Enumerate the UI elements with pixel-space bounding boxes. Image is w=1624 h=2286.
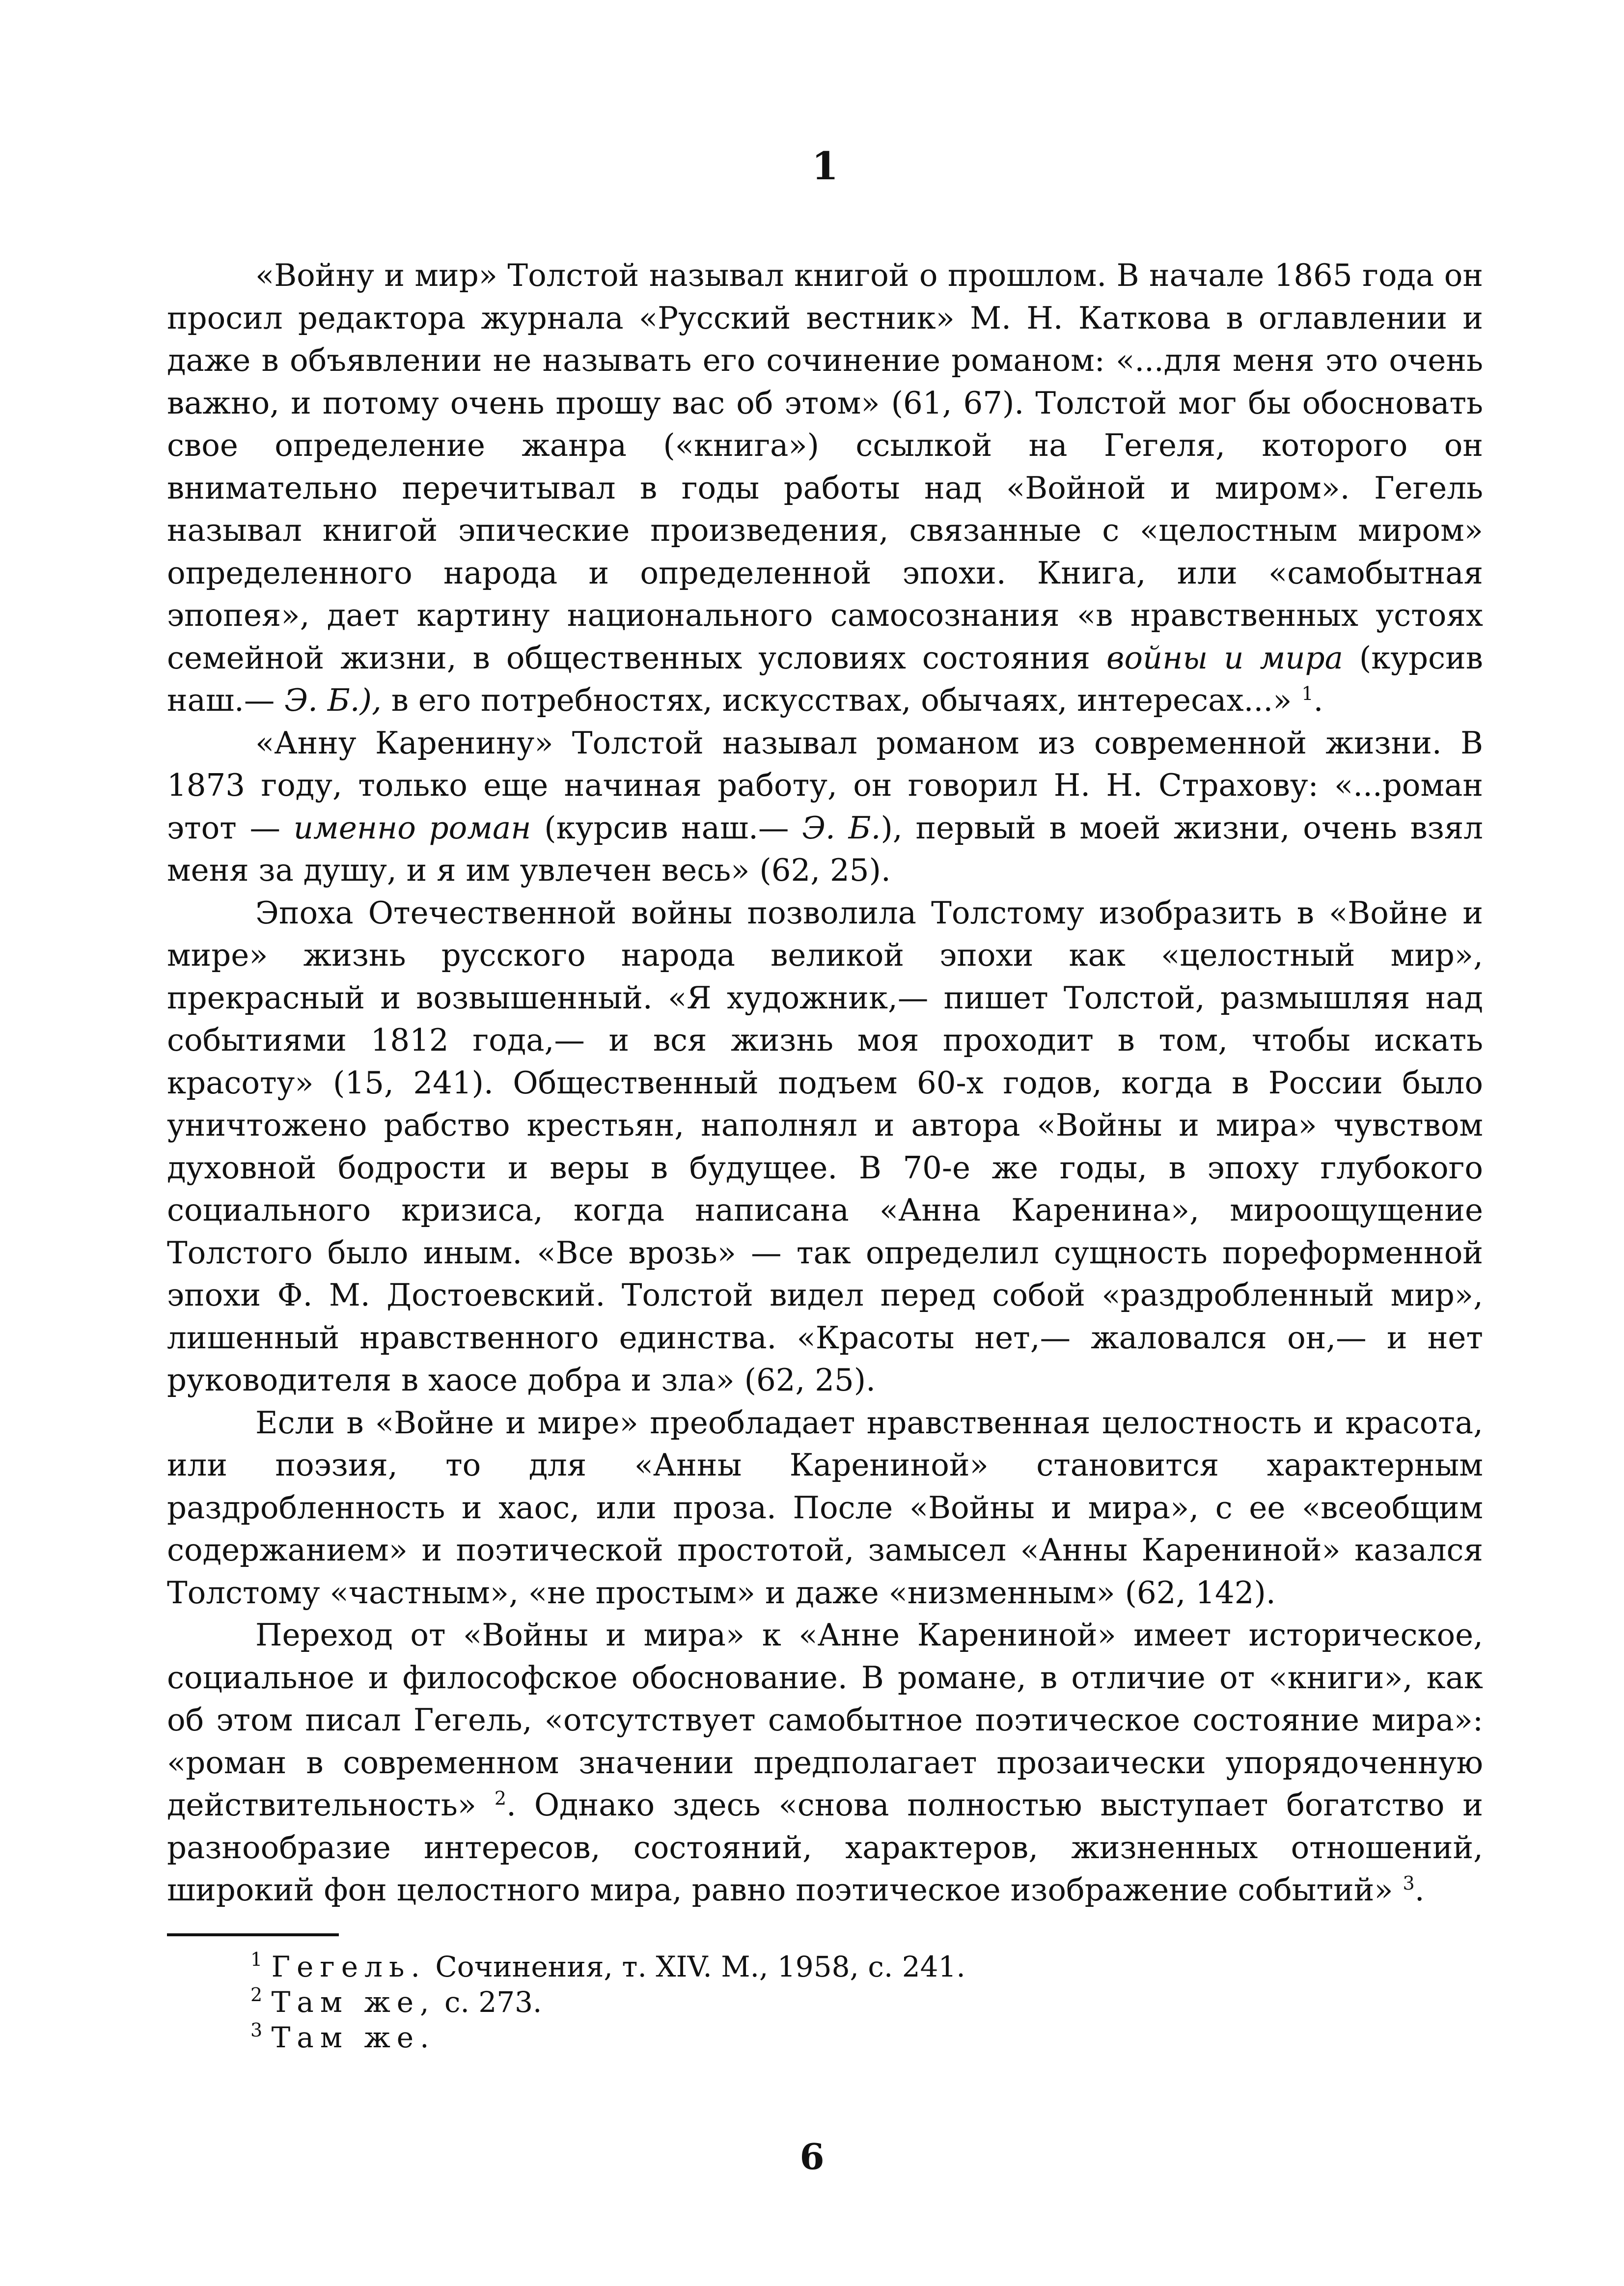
footnote-author: Там же, (271, 1985, 436, 2019)
book-page (167, 144, 1483, 2055)
italic-text: Э. Б.), (284, 682, 382, 718)
text-segment: в его потребностях, искусствах, обычаях, интересах...» (381, 682, 1302, 718)
footnote-text: Сочинения, т. XIV. М., 1958, с. 241. (426, 1950, 965, 1983)
footnote (250, 1984, 1483, 2020)
paragraph (167, 722, 1483, 892)
footnote-text: с. 273. (435, 1985, 542, 2019)
footnote-reference: 1 (1301, 683, 1314, 704)
text-segment: ), первый в моей жизни, очень взял меня за душу, и я им увлечен весь» (62, 25). (167, 809, 1483, 888)
paragraph (167, 1402, 1483, 1615)
text-segment: (курсив наш.— (531, 809, 802, 846)
text-segment: Эпоха Отечественной войны позволила Толстому изобразить в «Войне и мире» жизнь русского народа великой эпохи как «целостный мир», прекрасный и возвышенный. «Я художник,— пишет Толстой, размышляя над событиями 1812 года,— и вся жизнь моя проходит в том, чтобы искать красоту» (15, 241). Общественный подъем 60-х годов, когда в России было уничтожено рабство крестьян, наполнял и автора «Войны и мира» чувством духовной бодрости и веры в будущее. В 70-е же годы, в эпоху глубокого социального кризиса, когда написана «Анна Каренина», мироощущение Толстого было иным. «Все врозь» — так определил сущность пореформенной эпохи Ф. М. Достоевский. Толстой видел перед собой «раздробленный мир», лишенный нравственного единства. «Красоты нет,— жаловался он,— и нет руководителя в хаосе добра и зла» (62, 25). (167, 894, 1483, 1398)
footnote-reference: 3 (1403, 1872, 1415, 1894)
italic-text: именно роман (293, 809, 531, 846)
text-segment: «Анну Каренину» Толстой называл романом из современной жизни. В 1873 году, только еще начиная работу, он говорил Н. Н. Страхову: «...роман этот — (167, 725, 1483, 846)
chapter-number: 1 (811, 144, 839, 189)
text-segment: . (1313, 682, 1323, 718)
italic-text: Э. Б. (802, 809, 881, 846)
text-segment: Если в «Войне и мире» преобладает нравственная целостность и красота, или поэзия, то для «Анны Карениной» становится характерным раздробленность и хаос, или проза. После «Войны и мира», с ее «всеобщим содержанием» и поэтической простотой, замысел «Анны Карениной» казался Толстому «частным», «не простым» и даже «низменным» (62, 142). (167, 1404, 1483, 1611)
paragraph (167, 892, 1483, 1402)
text-segment: (курсив наш.— (167, 640, 1483, 718)
footnote-marker: 2 (250, 1983, 263, 2006)
body-text (167, 254, 1483, 1912)
footnote-marker: 3 (250, 2019, 263, 2041)
paragraph (167, 1614, 1483, 1912)
footnote-author: Гегель. (271, 1950, 426, 1983)
footnote (250, 2020, 1483, 2055)
paragraph (167, 254, 1483, 722)
italic-text: войны и мира (1106, 640, 1343, 676)
footnote-divider (167, 1933, 339, 1936)
text-segment: . Однако здесь «снова полностью выступает богатство и разнообразие интересов, состояний, характеров, жизненных отношений, широкий фон целостного мира, равно поэтическое изображение событий» (167, 1787, 1483, 1908)
footnotes (167, 1949, 1483, 2055)
footnote-author: Там же. (271, 2020, 436, 2054)
text-segment: . (1414, 1872, 1425, 1908)
footnote-marker: 1 (250, 1948, 263, 1970)
footnote-reference: 2 (494, 1787, 507, 1809)
text-segment: «Войну и мир» Толстой называл книгой о прошлом. В начале 1865 года он просил редактора журнала «Русский вестник» М. Н. Каткова в оглавлении и даже в объявлении не называть его сочинение романом: «...для меня это очень важно, и потому очень прошу вас об этом» (61, 67). Толстой мог бы обосновать свое определение жанра («книга») ссылкой на Гегеля, которого он внимательно перечитывал в годы работы над «Войной и миром». Гегель называл книгой эпические произведения, связанные с «целостным миром» определенного народа и определенной эпохи. Книга, или «самобытная эпопея», дает картину национального самосознания «в нравственных устоях семейной жизни, в общественных условиях состояния (167, 257, 1483, 676)
footnote (250, 1949, 1483, 1984)
page-number: 6 (799, 2136, 825, 2177)
text-segment: Переход от «Войны и мира» к «Анне Карениной» имеет историческое, социальное и философское обоснование. В романе, в отличие от «книги», как об этом писал Гегель, «отсутствует самобытное поэтическое состояние мира»: «роман в современном значении предполагает прозаически упорядоченную действительность» (167, 1617, 1483, 1823)
